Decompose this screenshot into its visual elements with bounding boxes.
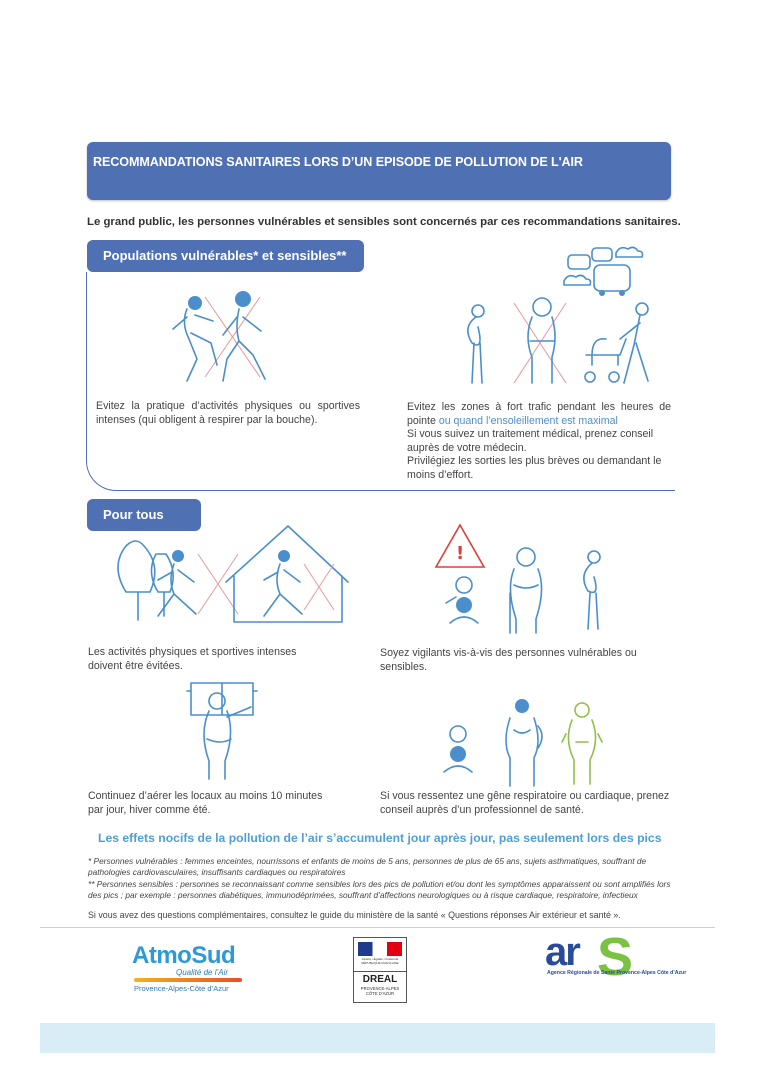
questions-note: Si vous avez des questions complémentaires, consultez le guide du ministère de la santé « Questions réponses Air extérieur et santé ».	[88, 910, 621, 920]
vulnerable-people-icon	[436, 523, 621, 633]
marianne-flag-icon	[358, 942, 402, 956]
runners-icon	[165, 287, 285, 387]
tous-advice-3: Continuez d’aérer les locaux au moins 10 minutes par jour, hiver comme été.	[88, 790, 323, 816]
footnote-sensibles: ** Personnes sensibles : personnes se reconnaissant comme sensibles lors des pics de pollution et/ou dont les symptômes apparaissent ou sont amplifiés lors des pics ; par exemple : personnes diabétiques, immunodéprimées, souffrant d’affections neurologiques ou à risque cardiaque, respiratoire, infectieux	[88, 879, 671, 900]
dreal-logo: Liberté • Égalité • Fraternité RÉPUBLIQUE FRANÇAISE DREAL PROVENCE-ALPES CÔTE D'AZUR	[353, 937, 407, 1003]
traffic-pollution-icon	[456, 243, 671, 388]
outdoor-indoor-sport-icon	[108, 524, 343, 629]
page-title: RECOMMANDATIONS SANITAIRES LORS D’UN EPISODE DE POLLUTION DE L'AIR	[93, 155, 583, 169]
title-banner	[87, 142, 671, 200]
section-label-tous: Pour tous	[87, 499, 201, 531]
atmosud-logo: AtmoSud Qualité de l’Air Provence-Alpes-Côte d’Azur	[130, 942, 250, 996]
footer-band	[40, 1023, 715, 1053]
tous-advice-1: Les activités physiques et sportives intenses doivent être évitées.	[88, 646, 297, 672]
window-airing-icon	[187, 681, 262, 781]
footnote-vulnerables: * Personnes vulnérables : femmes enceintes, nourrissons et enfants de moins de 5 ans, personnes de plus de 65 ans, sujets asthmatiques, souffrant de pathologies cardiovasculaires, insuffisants cardiaques ou respiratoires	[88, 856, 647, 877]
health-professional-icon	[436, 696, 618, 788]
vulnerables-advice-left: Evitez la pratique d’activités physiques ou sportives intenses (qui obligent à respirer par la bouche).	[96, 400, 360, 426]
intro-text: Le grand public, les personnes vulnérables et sensibles sont concernés par ces recommandations sanitaires.	[87, 216, 681, 228]
section-label-vulnerables: Populations vulnérables* et sensibles**	[87, 240, 364, 272]
vulnerables-advice-right: Evitez les zones à fort trafic pendant les heures de pointe ou quand l’ensoleillement est maximal Si vous suivez un traitement médical, prenez conseil auprès de votre médecin. Privilégiez les sorties les plus brèves ou demandant le moins d’effort.	[407, 401, 671, 481]
tous-advice-2: Soyez vigilants vis-à-vis des personnes vulnérables ou sensibles.	[380, 647, 637, 673]
tous-advice-4: Si vous ressentez une gêne respiratoire ou cardiaque, prenez conseil auprès d’un professionnel de santé.	[380, 790, 670, 816]
ars-logo: ar S Agence Régionale de Santé Provence-Alpes Côte d’Azur	[545, 927, 687, 987]
effets-highlight: Les effets nocifs de la pollution de l’air s’accumulent jour après jour, pas seulement lors des pics	[98, 831, 662, 845]
svg-text:!: !	[456, 543, 465, 564]
